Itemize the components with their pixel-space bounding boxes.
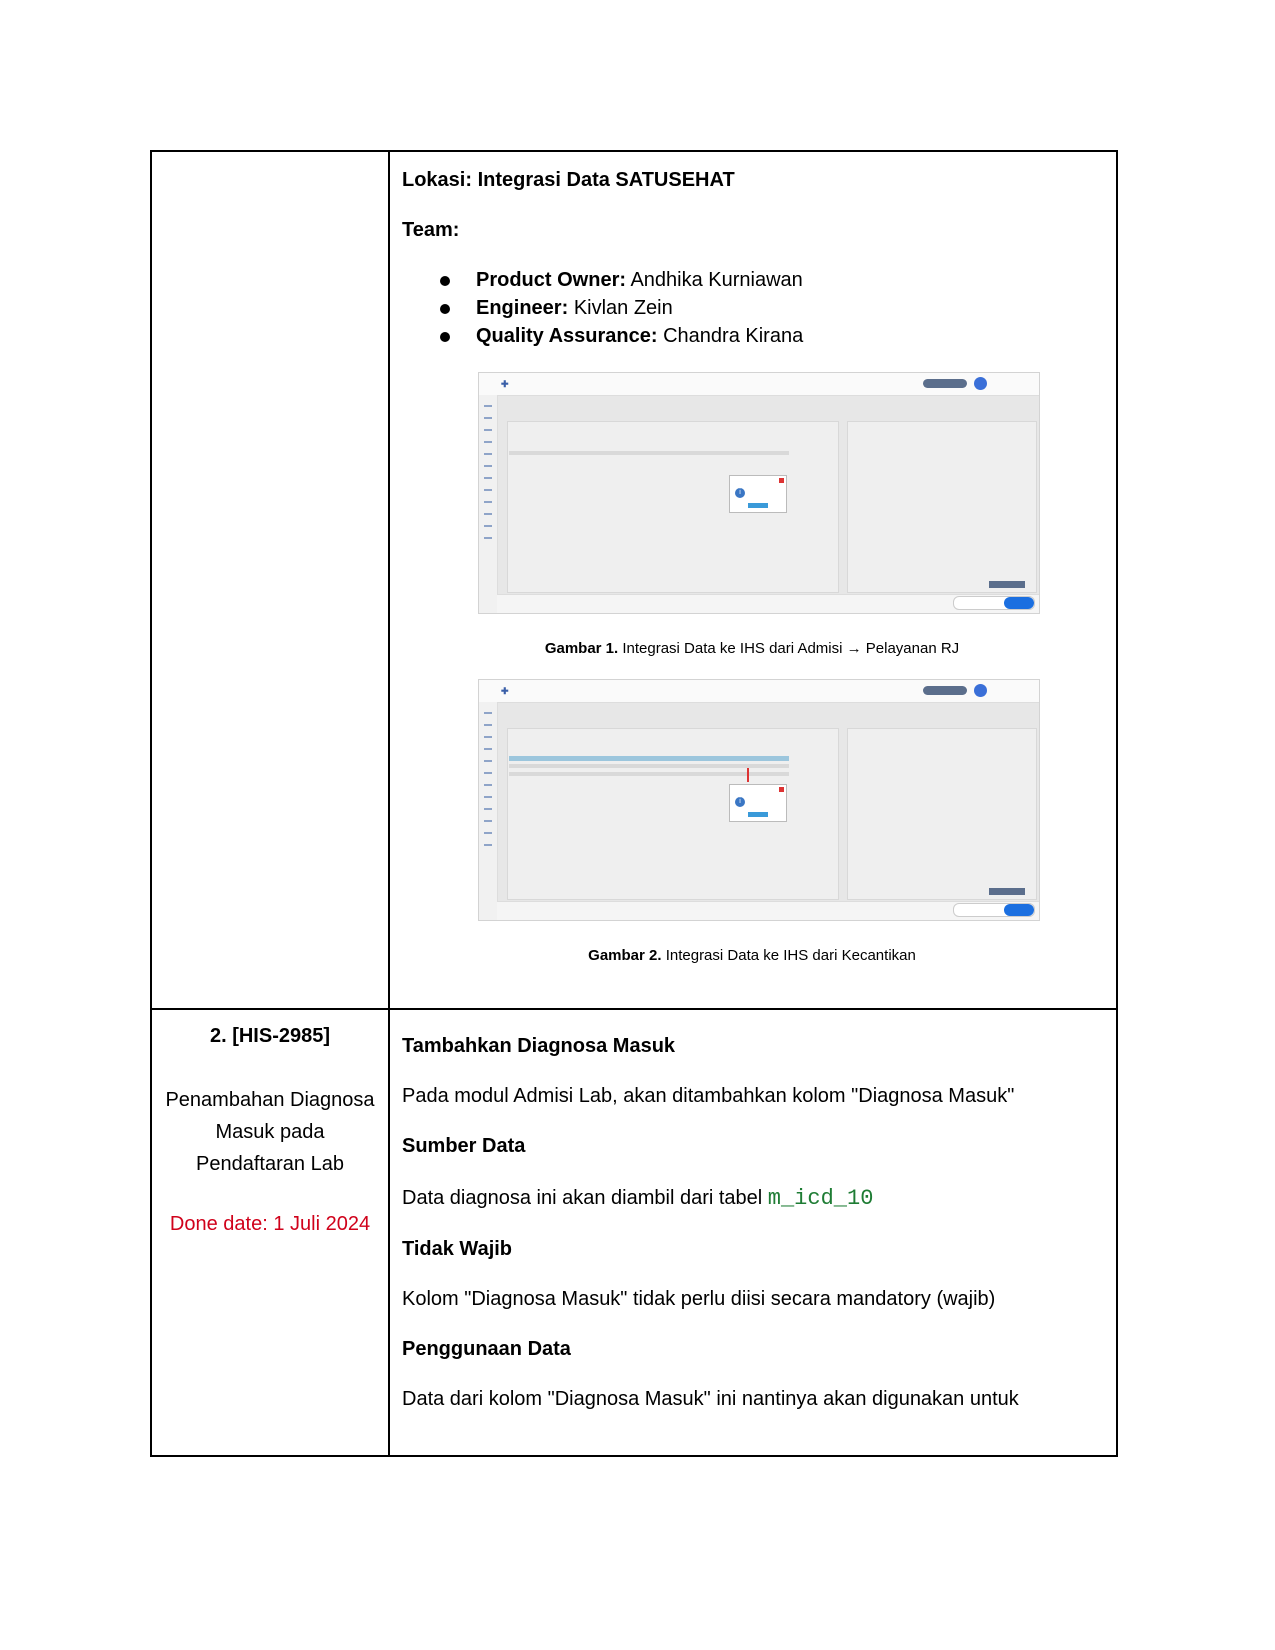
figure2-caption xyxy=(402,947,1102,964)
team-label: Team: xyxy=(402,219,460,241)
table-name-code: m_icd_10 xyxy=(767,1186,874,1211)
info-dialog xyxy=(729,475,787,513)
action-button xyxy=(989,888,1025,895)
close-icon xyxy=(779,787,784,792)
team-name: Chandra Kirana xyxy=(663,325,804,347)
figure1-text: Integrasi Data ke IHS dari Admisi → Pelayanan RJ xyxy=(622,640,960,657)
bullet-icon xyxy=(440,276,450,286)
help-widget xyxy=(953,596,1035,610)
figure2-screenshot xyxy=(478,679,1040,921)
info-icon: i xyxy=(735,797,745,807)
app-footer xyxy=(497,594,1039,613)
lokasi-value: Integrasi Data SATUSEHAT xyxy=(477,169,735,191)
patient-list-panel xyxy=(507,421,839,593)
avatar xyxy=(974,684,987,697)
section-heading: Sumber Data xyxy=(402,1135,526,1157)
team-name: Andhika Kurniawan xyxy=(630,269,803,291)
content-table xyxy=(150,150,1118,1457)
section-text: Kolom "Diagnosa Masuk" tidak perlu diisi secara mandatory (wajib) xyxy=(402,1288,996,1310)
app-logo: ✚ xyxy=(501,686,509,696)
app-logo: ✚ xyxy=(501,379,509,389)
team-role: Engineer: xyxy=(476,297,569,319)
section-text-body: Data diagnosa ini akan diambil dari tabel xyxy=(402,1187,768,1209)
upgrade-button xyxy=(923,686,967,695)
ticket-id: 2. [HIS-2985] xyxy=(209,1025,331,1047)
team-member-engineer xyxy=(402,294,1102,322)
lokasi-line xyxy=(402,166,1102,194)
team-member-qa xyxy=(402,322,1102,350)
bullet-icon xyxy=(440,304,450,314)
avatar xyxy=(974,377,987,390)
help-widget xyxy=(953,903,1035,917)
action-button xyxy=(989,581,1025,588)
ihs-status-panel xyxy=(847,421,1037,593)
upgrade-button xyxy=(923,379,967,388)
ticket-title: Penambahan Diagnosa Masuk pada Pendaftaran Lab xyxy=(165,1089,375,1175)
ok-button xyxy=(748,503,768,508)
team-member-product-owner xyxy=(402,266,1102,294)
table-row xyxy=(509,451,789,455)
done-date: Done date: 1 Juli 2024 xyxy=(169,1213,371,1235)
figure1-label: Gambar 1. xyxy=(544,640,619,657)
info-icon: i xyxy=(735,488,745,498)
section-text: Data dari kolom "Diagnosa Masuk" ini nantinya akan digunakan untuk xyxy=(402,1388,1019,1410)
row-divider xyxy=(152,1008,1116,1010)
app-topbar xyxy=(479,680,1039,703)
section-heading: Tambahkan Diagnosa Masuk xyxy=(402,1035,676,1057)
figure1-screenshot xyxy=(478,372,1040,614)
figure1-caption xyxy=(402,640,1102,657)
column-divider xyxy=(388,152,390,1455)
section-heading: Tidak Wajib xyxy=(402,1238,513,1260)
patient-list-panel xyxy=(507,728,839,900)
row2-content xyxy=(402,1032,1102,1413)
lokasi-label: Lokasi: xyxy=(402,169,473,191)
row2-ticket-cell xyxy=(152,1022,388,1238)
arrow-icon xyxy=(747,768,749,782)
team-name: Kivlan Zein xyxy=(573,297,673,319)
close-icon xyxy=(779,478,784,483)
table-row-selected xyxy=(509,756,789,761)
info-dialog xyxy=(729,784,787,822)
section-text: Pada modul Admisi Lab, akan ditambahkan kolom "Diagnosa Masuk" xyxy=(402,1085,1015,1107)
team-role: Quality Assurance: xyxy=(476,325,658,347)
section-text xyxy=(402,1184,1102,1213)
figure2-label: Gambar 2. xyxy=(588,947,662,964)
bullet-icon xyxy=(440,332,450,342)
app-topbar xyxy=(479,373,1039,396)
ihs-status-panel xyxy=(847,728,1037,900)
app-sidebar xyxy=(479,702,498,920)
section-heading: Penggunaan Data xyxy=(402,1338,571,1360)
ok-button xyxy=(748,812,768,817)
team-list xyxy=(402,266,1102,350)
team-role: Product Owner: xyxy=(476,269,627,291)
row1-content xyxy=(402,166,1102,964)
app-footer xyxy=(497,901,1039,920)
figure2-text: Integrasi Data ke IHS dari Kecantikan xyxy=(665,947,916,964)
app-sidebar xyxy=(479,395,498,613)
